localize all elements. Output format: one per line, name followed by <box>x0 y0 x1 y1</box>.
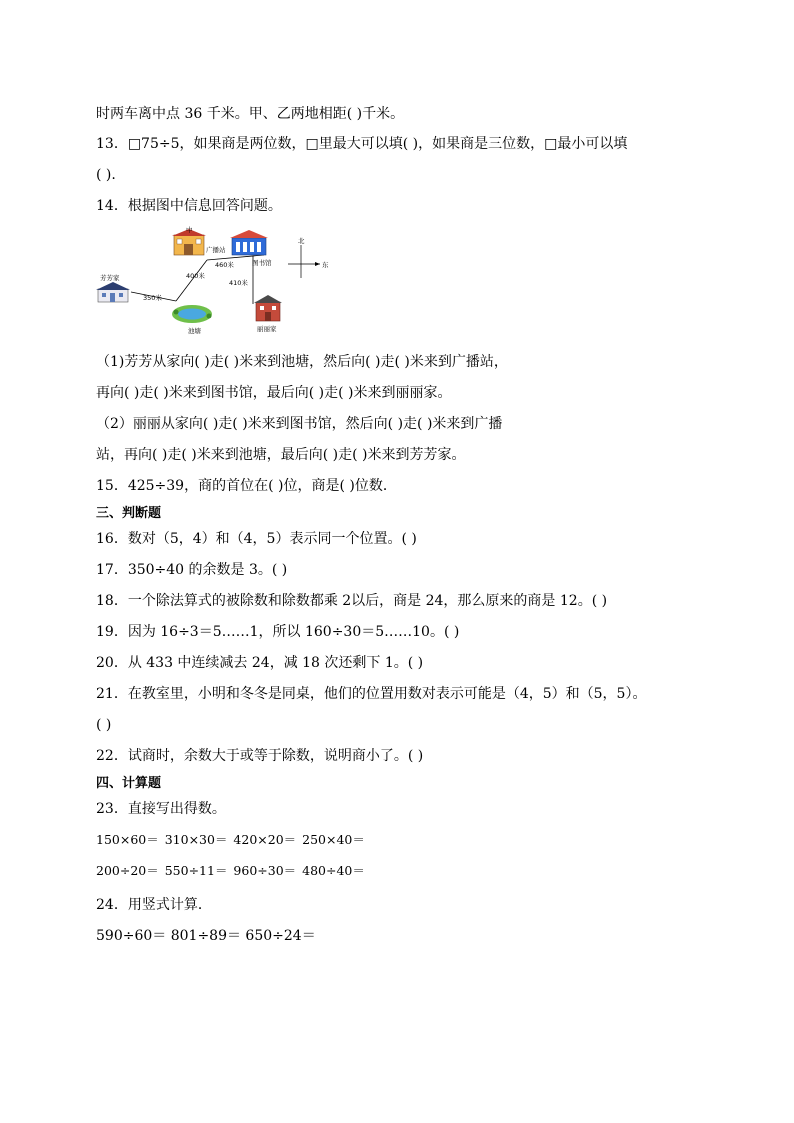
question-14-part1: （1)芳芳从家向( )走( )米来到池塘，然后向( )走( )米来到广播站， <box>96 354 508 370</box>
question-14-part2: （2）丽丽从家向( )走( )米来到图书馆，然后向( )走( )米来到广播 <box>96 416 503 432</box>
broadcast-station-icon <box>172 226 206 255</box>
question-14-part1-cont: 再向( )走( )米来到图书馆，最后向( )走( )米来到丽丽家。 <box>96 385 452 401</box>
distance-460: 460米 <box>215 261 234 269</box>
section-heading-calc: 四、计算题 <box>96 776 162 791</box>
calc-row-1: 150×60＝ 310×30＝ 420×20＝ 250×40＝ <box>96 832 365 847</box>
road-pond-broadcast <box>176 260 207 301</box>
question-21-cont: ( ) <box>96 717 112 733</box>
fangfang-label: 芳芳家 <box>100 274 120 282</box>
fangfang-house-icon <box>96 282 130 302</box>
compass-icon <box>288 245 320 278</box>
question-21: 21．在教室里，小明和冬冬是同桌，他们的位置用数对表示可能是（4，5）和（5，5）。 <box>96 686 647 702</box>
pond-label: 池塘 <box>188 327 201 335</box>
distance-350: 350米 <box>143 294 162 302</box>
question-13-cont: ( ). <box>96 167 116 183</box>
north-label: 北 <box>298 237 305 245</box>
library-label: 图书馆 <box>252 259 272 267</box>
pond-icon <box>172 305 212 323</box>
section-heading-judge: 三、判断题 <box>96 506 162 521</box>
question-14: 14．根据图中信息回答问题。 <box>96 198 282 214</box>
distance-410: 410米 <box>229 279 248 287</box>
question-13: 13．□75÷5，如果商是两位数，□里最大可以填( )，如果商是三位数，□最小可以填 <box>96 136 628 152</box>
broadcast-label: 广播站 <box>206 246 226 254</box>
east-label: 东 <box>322 261 329 269</box>
lili-house-icon <box>254 295 282 321</box>
calc-row-3: 590÷60＝ 801÷89＝ 650÷24＝ <box>96 928 316 944</box>
question-20: 20．从 433 中连续减去 24，减 18 次还剩下 1。( ) <box>96 655 424 671</box>
calc-row-2: 200÷20＝ 550÷11＝ 960÷30＝ 480÷40＝ <box>96 863 365 878</box>
question-24: 24．用竖式计算． <box>96 897 212 913</box>
route-map <box>96 226 346 341</box>
question-14-part2-cont: 站，再向( )走( )米来到池塘，最后向( )走( )米来到芳芳家。 <box>96 447 466 463</box>
question-15: 15．425÷39，商的首位在( )位，商是( )位数． <box>96 478 397 494</box>
svg-text:中: 中 <box>186 226 193 234</box>
library-icon <box>230 230 268 255</box>
question-19: 19．因为 16÷3＝5……1，所以 160÷30＝5……10。( ) <box>96 624 460 640</box>
question-23: 23．直接写出得数。 <box>96 801 226 817</box>
lili-label: 丽丽家 <box>257 325 277 333</box>
question-16: 16．数对（5，4）和（4，5）表示同一个位置。( ) <box>96 531 417 547</box>
text-line: 时两车离中点 36 千米。甲、乙两地相距( )千米。 <box>96 106 405 122</box>
distance-400: 400米 <box>186 272 205 280</box>
question-22: 22．试商时，余数大于或等于除数，说明商小了。( ) <box>96 748 424 764</box>
question-18: 18．一个除法算式的被除数和除数都乘 2以后，商是 24，那么原来的商是 12。( ) <box>96 593 608 609</box>
question-17: 17．350÷40 的余数是 3。( ) <box>96 562 288 578</box>
